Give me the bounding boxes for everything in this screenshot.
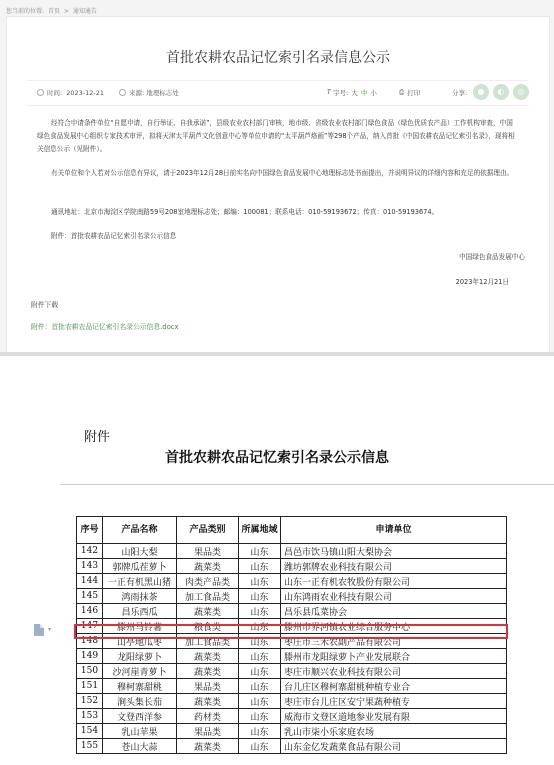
- table-header-row: [77, 517, 507, 544]
- product-table: [76, 516, 507, 754]
- sign-org: 中国绿色食品发展中心: [459, 253, 525, 261]
- cell-applicant: 潍坊郭牌农业科技有限公司: [281, 559, 507, 574]
- cell-category: 蔬菜类: [177, 694, 239, 709]
- article-card: [6, 16, 550, 353]
- table-row: [77, 649, 507, 664]
- cell-applicant: 枣庄市台儿庄区安宁果蔬种植专: [281, 694, 507, 709]
- wechat-share-icon[interactable]: ●: [473, 84, 489, 100]
- cell-region: 山东: [239, 604, 281, 619]
- header-region: [239, 517, 281, 544]
- doc-separator: [60, 484, 554, 485]
- table-row: [77, 694, 507, 709]
- cell-applicant: 台儿庄区穆柯寨甜桃种植专业合: [281, 679, 507, 694]
- cell-product-name: 山亭地瓜枣: [103, 634, 177, 649]
- cell-region: 山东: [239, 649, 281, 664]
- table-row: [77, 709, 507, 724]
- paragraph-2: 有关单位和个人若对公示信息有异议，请于2023年12月28日前实名向中国绿色食品发展中心地理标志处书面提出，并说明异议的详细内容和充足的依据理由。: [51, 169, 514, 177]
- cell-seq: 147: [77, 619, 103, 634]
- download-link[interactable]: 附件：首批农耕农品记忆索引名录公示信息.docx: [31, 323, 179, 331]
- cell-category: 蔬菜类: [177, 739, 239, 754]
- cell-category: 肉类产品类: [177, 574, 239, 589]
- cell-category: 蔬菜类: [177, 604, 239, 619]
- cell-product-name: 龙阳绿萝卜: [103, 649, 177, 664]
- print-button[interactable]: [399, 88, 420, 97]
- cell-product-name: 昌乐西瓜: [103, 604, 177, 619]
- font-size-small[interactable]: 小: [370, 89, 377, 97]
- time-value: 2023-12-21: [66, 88, 104, 97]
- cell-category: 果品类: [177, 544, 239, 559]
- cell-region: 山东: [239, 694, 281, 709]
- cell-region: 山东: [239, 544, 281, 559]
- table-row: [77, 739, 507, 754]
- font-size-label: 字号:: [333, 89, 349, 97]
- breadcrumb-location: 您当前的位置:: [6, 8, 45, 15]
- cell-category: 果品类: [177, 724, 239, 739]
- share-label: [452, 88, 467, 97]
- cell-applicant: 山东鸿雨农业科技有限公司: [281, 589, 507, 604]
- cell-region: 山东: [239, 574, 281, 589]
- cell-applicant: 昌邑市饮马镇山阳大梨协会: [281, 544, 507, 559]
- cell-seq: 152: [77, 694, 103, 709]
- table-row: [77, 544, 507, 559]
- cell-seq: 143: [77, 559, 103, 574]
- cell-category: 加工食品类: [177, 634, 239, 649]
- cell-category: 蔬菜类: [177, 559, 239, 574]
- cell-applicant: 滕州市界河镇农业综合服务中心: [281, 619, 507, 634]
- cell-region: 山东: [239, 679, 281, 694]
- cell-region: 山东: [239, 724, 281, 739]
- article-title: 首批农耕农品记忆索引名录信息公示: [166, 50, 390, 66]
- print-icon: ⎙: [399, 88, 405, 96]
- cell-product-name: 滕州马铃薯: [103, 619, 177, 634]
- source-label: 来源:: [129, 89, 145, 97]
- weibo-share-icon[interactable]: ◐: [493, 84, 509, 100]
- cell-seq: 148: [77, 634, 103, 649]
- cell-category: 加工食品类: [177, 589, 239, 604]
- time-label: 时间:: [47, 89, 63, 97]
- breadcrumb: [6, 6, 99, 15]
- header-product-name: 产品名称: [103, 517, 177, 544]
- table-row: [77, 634, 507, 649]
- cell-seq: 144: [77, 574, 103, 589]
- cell-region: 山东: [239, 589, 281, 604]
- cell-applicant: 枣庄市三禾农副产品有限公司: [281, 634, 507, 649]
- cell-region: 山东: [239, 634, 281, 649]
- cell-category: 蔬菜类: [177, 649, 239, 664]
- contact-info: 通讯地址：北京市海淀区学院南路59号208室地理标志处；邮编：100081；联系电话：010-59193672；传真：010-59193674。: [51, 208, 439, 216]
- share-label-text: 分享:: [452, 89, 468, 97]
- source-icon: [119, 89, 126, 96]
- font-size-large[interactable]: 大: [351, 89, 358, 97]
- meta-source: [119, 88, 179, 97]
- download-label: 附件下载: [31, 301, 59, 309]
- breadcrumb-home[interactable]: 首页: [47, 8, 60, 15]
- cell-applicant: 昌乐县瓜菜协会: [281, 604, 507, 619]
- cell-product-name: 鸿雨抹茶: [103, 589, 177, 604]
- header-applicant: 申请单位: [281, 517, 507, 544]
- table-row: [77, 574, 507, 589]
- cell-product-name: 一正有机黑山猪: [103, 574, 177, 589]
- cell-region: 山东: [239, 619, 281, 634]
- cell-applicant: 滕州市龙阳绿萝卜产业发展联合: [281, 649, 507, 664]
- table-row: [77, 559, 507, 574]
- cell-category: 蔬菜类: [177, 664, 239, 679]
- cell-product-name: 苍山大蒜: [103, 739, 177, 754]
- table-row: [77, 679, 507, 694]
- cell-category: 药材类: [177, 709, 239, 724]
- table-row: [77, 604, 507, 619]
- doc-title: 首批农耕农品记忆索引名录公示信息: [165, 450, 389, 466]
- cell-applicant: 枣庄市顺兴农业科技有限公司: [281, 664, 507, 679]
- cell-applicant: 威海市文登区道地参业发展有限: [281, 709, 507, 724]
- file-icon[interactable]: [34, 624, 44, 636]
- cell-seq: 145: [77, 589, 103, 604]
- font-size-medium[interactable]: 中: [360, 89, 368, 97]
- cell-seq: 146: [77, 604, 103, 619]
- table-row: [77, 619, 507, 634]
- cell-product-name: 文登西洋参: [103, 709, 177, 724]
- header-region-text: 所属地域: [241, 524, 278, 535]
- sign-date: 2023年12月21日: [455, 278, 509, 286]
- header-product-category: 产品类别: [177, 517, 239, 544]
- cell-product-name: 乳山苹果: [103, 724, 177, 739]
- document-preview: [0, 356, 554, 765]
- cell-region: 山东: [239, 709, 281, 724]
- qq-share-icon[interactable]: ◎: [513, 84, 529, 100]
- meta-time: [37, 88, 104, 97]
- cell-seq: 142: [77, 544, 103, 559]
- cell-applicant: 山东金亿发蔬菜食品有限公司: [281, 739, 507, 754]
- attachment-line: 附件：首批农耕农品记忆索引名录公示信息: [51, 232, 177, 240]
- doc-attachment-heading: 附件: [84, 430, 111, 445]
- table-row: [77, 724, 507, 739]
- cell-category: 粮食类: [177, 619, 239, 634]
- cell-applicant: 乳山市柒小乐家庭农场: [281, 724, 507, 739]
- cell-region: 山东: [239, 664, 281, 679]
- clock-icon: [37, 89, 44, 96]
- source-value: 地理标志处: [146, 89, 179, 97]
- cell-seq: 153: [77, 709, 103, 724]
- cell-seq: 151: [77, 679, 103, 694]
- cell-seq: 150: [77, 664, 103, 679]
- cell-product-name: 山阳大梨: [103, 544, 177, 559]
- cell-region: 山东: [239, 559, 281, 574]
- font-size-controls: [327, 88, 377, 97]
- breadcrumb-section[interactable]: 通知通告: [72, 8, 97, 15]
- font-size-icon: 𝑇: [327, 88, 332, 96]
- table-row: [77, 589, 507, 604]
- cell-seq: 149: [77, 649, 103, 664]
- header-seq: 序号: [77, 517, 103, 544]
- cell-product-name: 沙河崖青萝卜: [103, 664, 177, 679]
- cell-product-name: 穆柯寨甜桃: [103, 679, 177, 694]
- cell-region: 山东: [239, 739, 281, 754]
- cell-category: 果品类: [177, 679, 239, 694]
- cell-product-name: 涧头集长茄: [103, 694, 177, 709]
- article-meta-bar: [27, 80, 529, 106]
- cell-seq: 154: [77, 724, 103, 739]
- cell-seq: 155: [77, 739, 103, 754]
- cell-product-name: 郭牌瓜茬萝卜: [103, 559, 177, 574]
- breadcrumb-sep: >: [63, 8, 69, 15]
- cell-applicant: 山东一正有机农牧股份有限公司: [281, 574, 507, 589]
- print-label: 打印: [407, 89, 421, 97]
- paragraph-1: 经符合申请条件单位“自愿申请，自行举证、自我承诺”，县级农业农村部门审核，地市级、省级农业农村部门绿色食品（绿色优质农产品）工作机构审查，中国绿色食品发展中心组织专家技术审评，拟将天津太平葫芦文化创意中心等单位申请的“太平葫芦烙画”等298个产品，纳入首批《中国农耕农品记忆索引名录》，现将相关信息公示（见附件）。: [37, 119, 515, 153]
- table-row: [77, 664, 507, 679]
- chevron-down-icon[interactable]: ▾: [48, 626, 52, 633]
